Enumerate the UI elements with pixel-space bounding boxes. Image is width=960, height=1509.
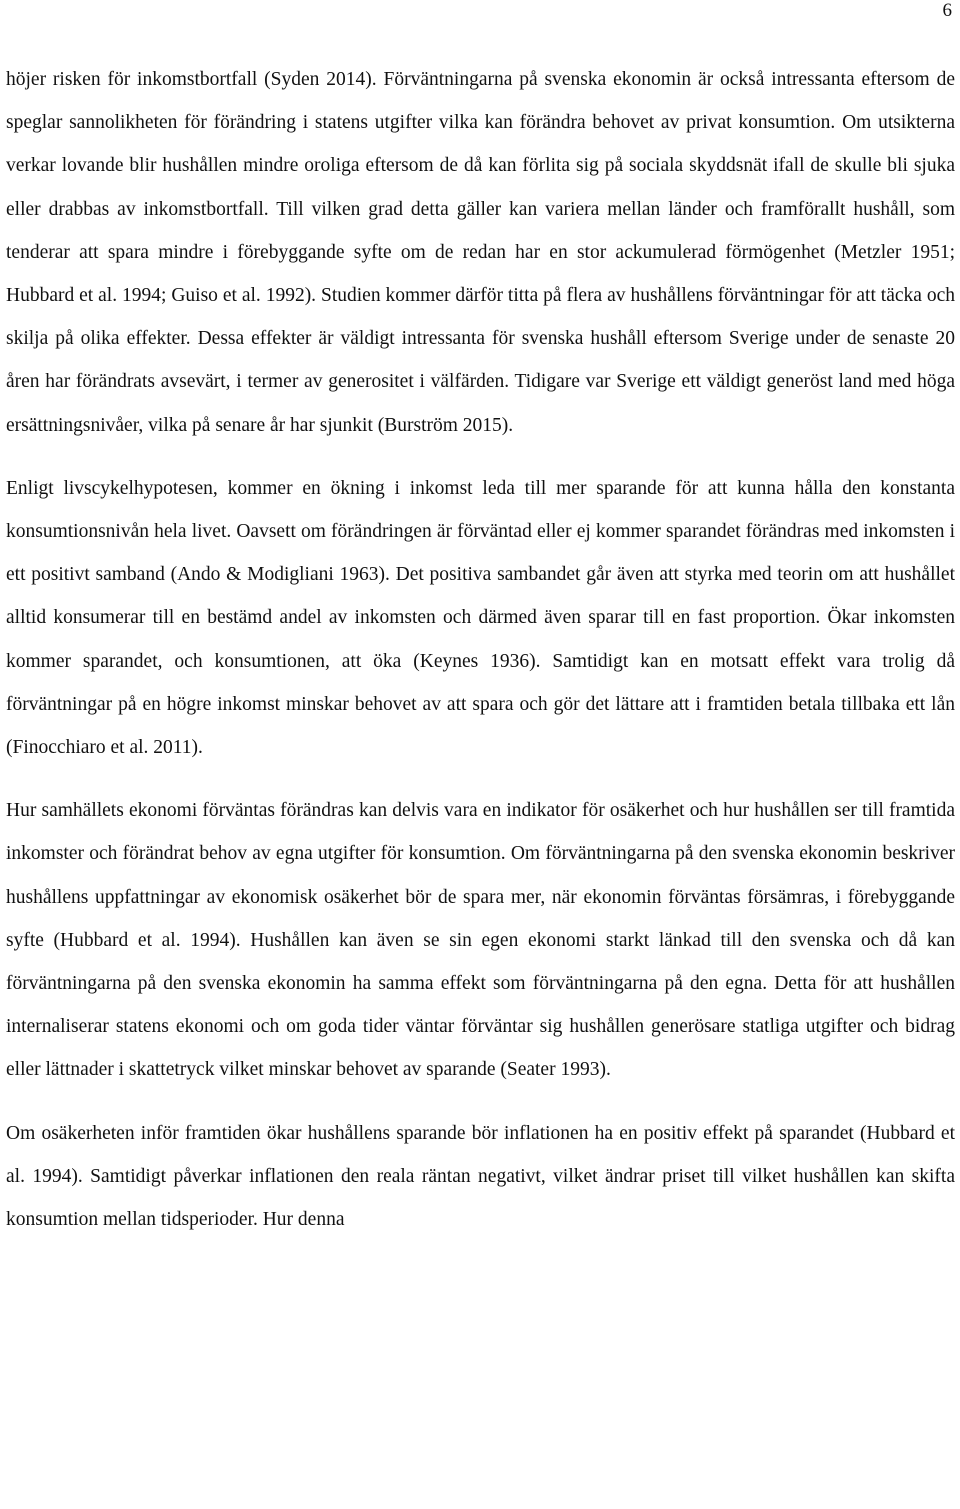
paragraph-2: Enligt livscykelhypotesen, kommer en ökning i inkomst leda till mer sparande för att kunna hålla den konstanta konsumtionsnivån hela livet. Oavsett om förändringen är förväntad eller ej kommer sparandet förändras med inkomsten i ett positivt samband (Ando & Modigliani 1963). Det positiva sambandet går även att styrka med teorin om att hushållet alltid konsumerar till en bestämd andel av inkomsten och därmed även sparar till en fast proportion. Ökar inkomsten kommer sparandet, och konsumtionen, att öka (Keynes 1936). Samtidigt kan en motsatt effekt vara trolig då förväntningar på en högre inkomst minskar behovet av att spara och gör det lättare att i framtiden betala tillbaka ett lån (Finocchiaro et al. 2011).	[6, 477, 955, 759]
paragraph-4: Om osäkerheten inför framtiden ökar hushållens sparande bör inflationen ha en positiv effekt på sparandet (Hubbard et al. 1994). Samtidigt påverkar inflationen den reala räntan negativt, vilket ändrar priset till vilket hushållen kan skifta konsumtion mellan tidsperioder. Hur denna	[6, 1122, 955, 1231]
paragraph-3: Hur samhällets ekonomi förväntas förändras kan delvis vara en indikator för osäkerhet och hur hushållen ser till framtida inkomster och förändrat behov av egna utgifter för konsumtion. Om förväntningarna på den svenska ekonomin beskriver hushållens uppfattningar av ekonomisk osäkerhet bör de spara mer, när ekonomin förväntas försämras, i förebyggande syfte (Hubbard et al. 1994). Hushållen kan även se sin egen ekonomi starkt länkad till den svenska och då kan förväntningarna på den svenska ekonomin ha samma effekt som förväntningarna på den egna. Detta för att hushållen internaliserar statens ekonomi och om goda tider väntar förväntar sig hushållen generösare statliga utgifter och bidrag eller lättnader i skattetryck vilket minskar behovet av sparande (Seater 1993).	[6, 800, 955, 1081]
paragraph-1: höjer risken för inkomstbortfall (Syden 2014). Förväntningarna på svenska ekonomin är också intressanta eftersom de speglar sannolikheten för förändring i statens utgifter vilka kan förändra behovet av privat konsumtion. Om utsikterna verkar lovande blir hushållen mindre oroliga eftersom de då kan förlita sig på sociala skyddsnät ifall de skulle bli sjuka eller drabbas av inkomstbortfall. Till vilken grad detta gäller kan variera mellan länder och framförallt hushåll, som tenderar att spara mindre i förebyggande syfte om de redan har en stor ackumulerad förmögenhet (Metzler 1951; Hubbard et al. 1994; Guiso et al. 1992). Studien kommer därför titta på flera av hushållens förväntningar för att täcka och skilja på olika effekter. Dessa effekter är väldigt intressanta för svenska hushåll eftersom Sverige under de senaste 20 åren har förändrats avsevärt, i termer av generositet i välfärden. Tidigare var Sverige ett väldigt generöst land med höga ersättningsnivåer, vilka på senare år har sjunkit (Burström 2015).	[6, 69, 955, 436]
page-number: 6	[942, 0, 952, 21]
document-body	[6, 58, 955, 1261]
